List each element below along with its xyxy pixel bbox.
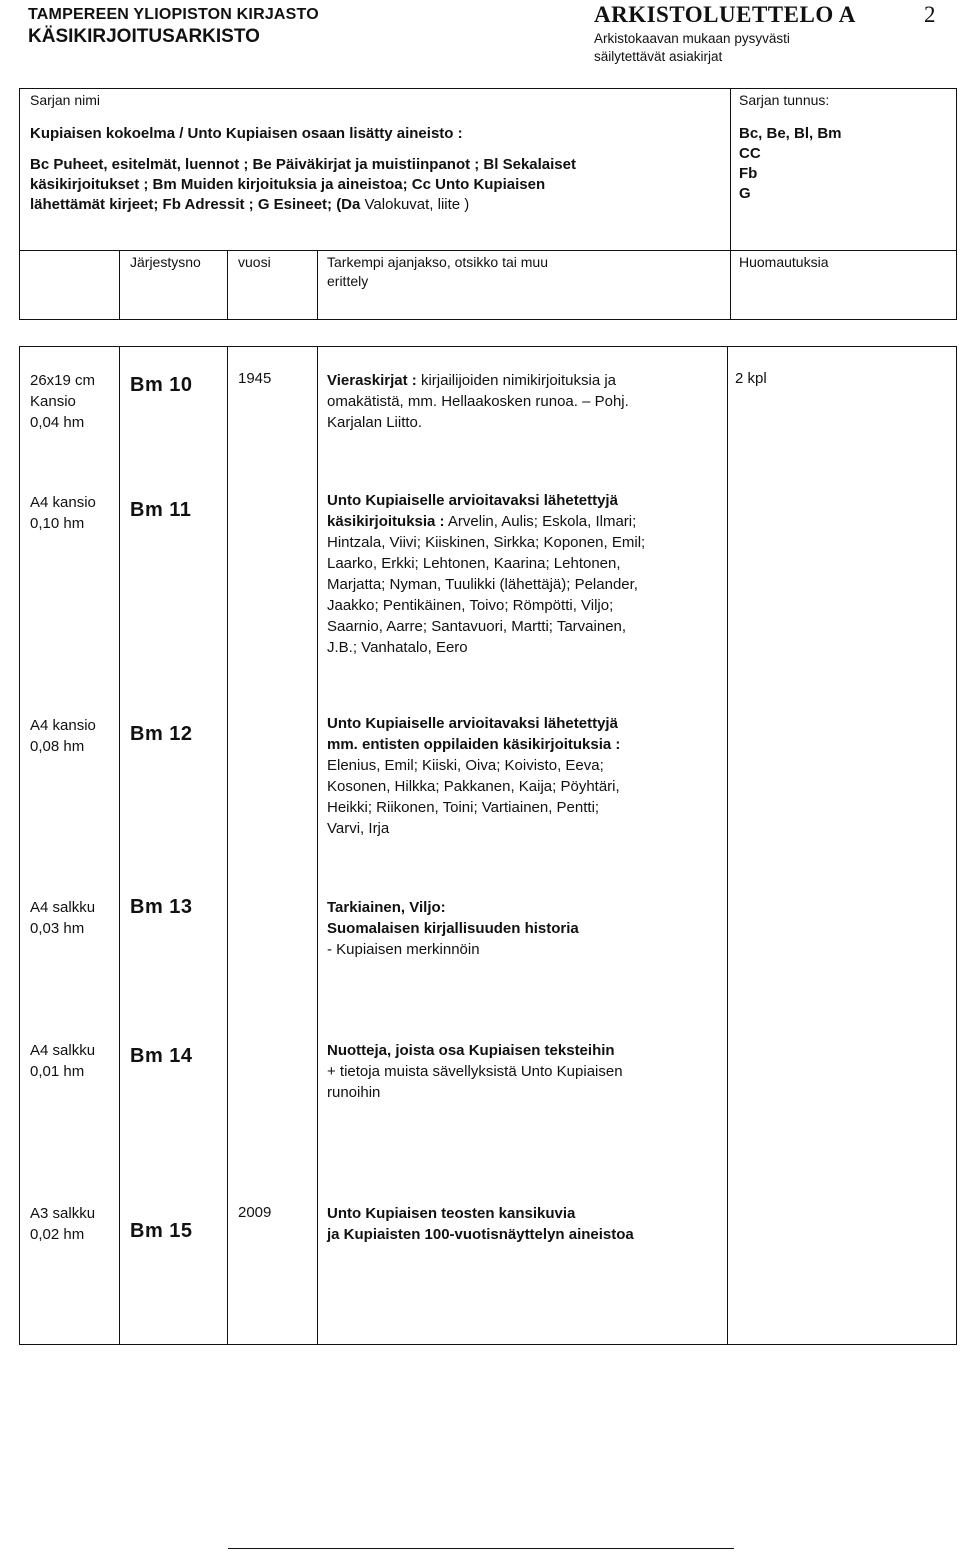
column-year: vuosi bbox=[238, 254, 271, 270]
row-signum: Bm 11 bbox=[130, 499, 192, 521]
series-codes bbox=[739, 124, 842, 204]
row-year: 2009 bbox=[238, 1204, 272, 1221]
series-code: CC bbox=[739, 145, 761, 162]
series-desc-line-3-normal: Valokuvat, liite ) bbox=[364, 196, 470, 213]
desc-bold-line: Unto Kupiaiselle arvioitavaksi lähetettyjä bbox=[327, 492, 618, 509]
row-unit bbox=[30, 492, 96, 534]
page-number: 2 bbox=[924, 2, 936, 27]
row-unit bbox=[30, 370, 95, 433]
column-order-number: Järjestysno bbox=[130, 254, 201, 270]
series-divider bbox=[730, 88, 731, 320]
desc-line: omakätistä, mm. Hellaakosken runoa. – Pohj. bbox=[327, 393, 629, 410]
series-code: Bc, Be, Bl, Bm bbox=[739, 125, 842, 142]
series-desc-line-3 bbox=[30, 195, 720, 215]
row-unit bbox=[30, 897, 95, 939]
series-desc-line-1: Bc Puheet, esitelmät, luennot ; Be Päiväkirjat ja muistiinpanot ; Bl Sekalaiset bbox=[30, 156, 576, 173]
series-bottom-divider bbox=[19, 250, 957, 251]
desc-bold: Vieraskirjat : bbox=[327, 372, 417, 389]
row-description bbox=[327, 370, 722, 433]
series-code-label: Sarjan tunnus: bbox=[739, 92, 830, 108]
desc-line: Laarko, Erkki; Lehtonen, Kaarina; Lehtonen, bbox=[327, 555, 621, 572]
desc-line: Elenius, Emil; Kiiski, Oiva; Koivisto, Eeva; bbox=[327, 757, 604, 774]
records-divider-1 bbox=[119, 346, 120, 1345]
series-desc-line-2: käsikirjoitukset ; Bm Muiden kirjoituksia ja aineistoa; Cc Unto Kupiaisen bbox=[30, 176, 546, 193]
desc-line: Heikki; Riikonen, Toini; Vartiainen, Pentti; bbox=[327, 799, 600, 816]
desc-line: Varvi, Irja bbox=[327, 820, 390, 837]
desc-bold-line: Suomalaisen kirjallisuuden historia bbox=[327, 920, 579, 937]
desc-line bbox=[327, 370, 722, 391]
records-divider-3 bbox=[317, 346, 318, 1345]
desc-bold-line: Nuotteja, joista osa Kupiaisen teksteihin bbox=[327, 1042, 615, 1059]
archive-name: KÄSIKIRJOITUSARKISTO bbox=[28, 26, 260, 47]
col-divider-2 bbox=[227, 250, 228, 320]
unit-line: 0,08 hm bbox=[30, 738, 85, 755]
footer-rule bbox=[228, 1548, 734, 1549]
row-signum: Bm 12 bbox=[130, 723, 193, 745]
document-subtitle bbox=[594, 30, 790, 66]
records-divider-2 bbox=[227, 346, 228, 1345]
series-description bbox=[30, 155, 720, 215]
row-unit bbox=[30, 1203, 95, 1245]
unit-line: A4 salkku bbox=[30, 899, 96, 916]
subtitle-line-1: Arkistokaavan mukaan pysyvästi bbox=[594, 31, 790, 46]
unit-line: 26x19 cm bbox=[30, 372, 96, 389]
series-name-label: Sarjan nimi bbox=[30, 92, 101, 108]
unit-line: 0,04 hm bbox=[30, 414, 85, 431]
desc-bold-line: Unto Kupiaiselle arvioitavaksi lähetettyjä bbox=[327, 715, 618, 732]
row-signum: Bm 14 bbox=[130, 1045, 193, 1067]
desc-line: runoihin bbox=[327, 1084, 381, 1101]
desc-bold: käsikirjoituksia : bbox=[327, 513, 445, 530]
row-signum: Bm 15 bbox=[130, 1220, 193, 1242]
series-code: Fb bbox=[739, 165, 758, 182]
unit-line: A3 salkku bbox=[30, 1205, 96, 1222]
desc-line: Jaakko; Pentikäinen, Toivo; Römpötti, Viljo; bbox=[327, 597, 614, 614]
unit-line: 0,03 hm bbox=[30, 920, 85, 937]
records-divider-4 bbox=[727, 346, 728, 1345]
series-code: G bbox=[739, 185, 751, 202]
row-signum: Bm 10 bbox=[130, 374, 193, 396]
unit-line: A4 kansio bbox=[30, 494, 96, 511]
subtitle-line-2: säilytettävät asiakirjat bbox=[594, 49, 723, 64]
row-description bbox=[327, 490, 722, 658]
desc-bold-line: Tarkiainen, Viljo: bbox=[327, 899, 446, 916]
unit-line: A4 kansio bbox=[30, 717, 96, 734]
column-detail bbox=[327, 253, 548, 291]
row-note: 2 kpl bbox=[735, 370, 767, 387]
unit-line: 0,01 hm bbox=[30, 1063, 85, 1080]
desc-text: Arvelin, Aulis; Eskola, Ilmari; bbox=[444, 513, 637, 530]
row-signum: Bm 13 bbox=[130, 896, 193, 918]
desc-line: Saarnio, Aarre; Santavuori, Martti; Tarvainen, bbox=[327, 618, 627, 635]
desc-bold-line: mm. entisten oppilaiden käsikirjoituksia : bbox=[327, 736, 621, 753]
col-divider-3 bbox=[317, 250, 318, 320]
desc-bold-line: Unto Kupiaisen teosten kansikuvia bbox=[327, 1205, 576, 1222]
desc-line: Marjatta; Nyman, Tuulikki (lähettäjä); Pelander, bbox=[327, 576, 638, 593]
desc-line: Kosonen, Hilkka; Pakkanen, Kaija; Pöyhtäri, bbox=[327, 778, 620, 795]
library-name: TAMPEREEN YLIOPISTON KIRJASTO bbox=[28, 6, 319, 23]
desc-line: Hintzala, Viivi; Kiiskinen, Sirkka; Koponen, Emil; bbox=[327, 534, 646, 551]
series-title: Kupiaisen kokoelma / Unto Kupiaisen osaan lisätty aineisto : bbox=[30, 125, 463, 142]
series-desc-line-3-bold: lähettämät kirjeet; Fb Adressit ; G Esineet; (Da bbox=[30, 196, 365, 213]
desc-bold-line: ja Kupiaisten 100-vuotisnäyttelyn aineistoa bbox=[327, 1226, 634, 1243]
unit-line: 0,02 hm bbox=[30, 1226, 85, 1243]
desc-text: kirjailijoiden nimikirjoituksia ja bbox=[416, 372, 617, 389]
desc-line bbox=[327, 511, 722, 532]
column-notes: Huomautuksia bbox=[739, 254, 829, 270]
desc-line: - Kupiaisen merkinnöin bbox=[327, 941, 480, 958]
unit-line: Kansio bbox=[30, 393, 76, 410]
desc-line: J.B.; Vanhatalo, Eero bbox=[327, 639, 468, 656]
row-description bbox=[327, 1203, 722, 1245]
document-title: ARKISTOLUETTELO A bbox=[594, 2, 856, 27]
column-detail-line-2: erittely bbox=[327, 273, 369, 289]
desc-line: Karjalan Liitto. bbox=[327, 414, 423, 431]
col-divider-1 bbox=[119, 250, 120, 320]
unit-line: A4 salkku bbox=[30, 1042, 96, 1059]
row-unit bbox=[30, 1040, 95, 1082]
row-year: 1945 bbox=[238, 370, 272, 387]
row-unit bbox=[30, 715, 96, 757]
row-description bbox=[327, 1040, 722, 1103]
unit-line: 0,10 hm bbox=[30, 515, 85, 532]
desc-line: + tietoja muista sävellyksistä Unto Kupiaisen bbox=[327, 1063, 623, 1080]
row-description bbox=[327, 713, 722, 839]
row-description bbox=[327, 897, 722, 960]
column-detail-line-1: Tarkempi ajanjakso, otsikko tai muu bbox=[327, 254, 548, 270]
